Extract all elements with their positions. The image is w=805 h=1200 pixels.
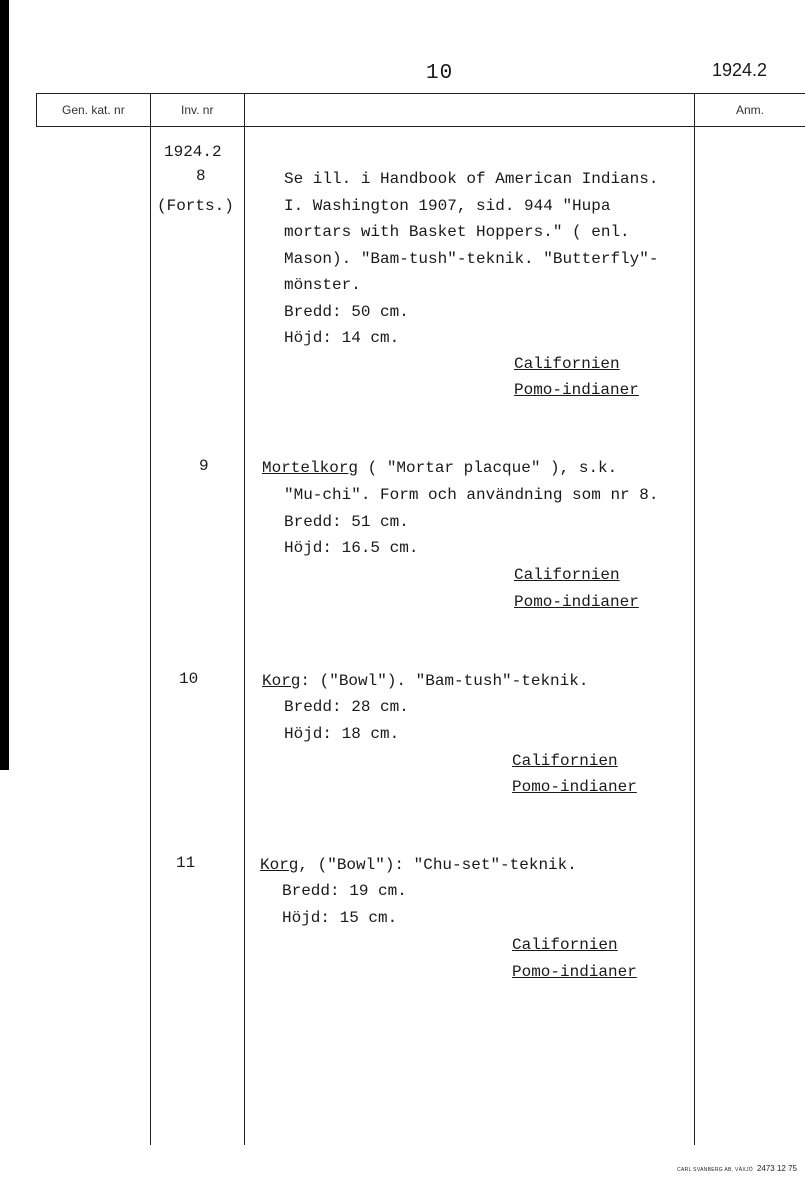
entry-9-line-1: "Mu-chi". Form och användning som nr 8. [284, 486, 659, 504]
entry-9-region: Californien [514, 566, 620, 584]
entry-10-height: Höjd: 18 cm. [284, 724, 400, 743]
entry-10-width: Bredd: 28 cm. [284, 698, 409, 716]
entry-11-height: Höjd: 15 cm. [282, 908, 398, 927]
entry-9-inv-number: 9 [199, 457, 209, 475]
page-number: 10 [426, 62, 454, 85]
scan-edge-bar [0, 0, 9, 770]
entry-10-tribe: Pomo-indianer [512, 778, 637, 796]
entry-8-region: Californien [514, 355, 620, 373]
entry-8-line-5: mönster. [284, 276, 361, 294]
header-inv-nr: Inv. nr [181, 103, 214, 117]
entry-11-region: Californien [512, 936, 618, 954]
printer-footer [677, 1164, 797, 1173]
entry-11-title: Korg [260, 856, 299, 874]
column-divider-text-anm [694, 93, 695, 1145]
entry-11-title-line [260, 852, 577, 879]
column-divider-gen-inv [150, 93, 151, 1145]
entry-8-line-1: Se ill. i Handbook of American Indians. [284, 170, 659, 188]
entry-9-title: Mortelkorg [262, 459, 359, 477]
entry-10-title: Korg [262, 672, 301, 690]
entry-9-tribe: Pomo-indianer [514, 593, 639, 611]
entry-9-title-line [262, 455, 617, 482]
entry-11-inv-number: 11 [176, 854, 196, 872]
printer-name: CARL SVANBERG AB, VÄXJÖ [677, 1167, 753, 1173]
entry-8-tribe: Pomo-indianer [514, 381, 639, 399]
header-gen-kat-nr: Gen. kat. nr [62, 103, 125, 117]
entry-9-width: Bredd: 51 cm. [284, 512, 409, 531]
column-divider-inv-text [244, 93, 245, 1145]
entry-11-tribe: Pomo-indianer [512, 963, 637, 981]
form-code: 2473 12 75 [756, 1164, 797, 1173]
table-left-border [36, 93, 37, 127]
entry-11-width: Bredd: 19 cm. [282, 882, 407, 900]
entry-10-title-rest: : ("Bowl"). "Bam-tush"-teknik. [300, 672, 589, 690]
entry-10-region: Californien [512, 752, 618, 770]
header-anm: Anm. [736, 103, 765, 117]
entry-10-inv-number: 10 [179, 670, 199, 688]
entry-9-title-rest: ( "Mortar placque" ), s.k. [358, 459, 618, 477]
entry-8-width: Bredd: 50 cm. [284, 302, 409, 321]
entry-8-line-2: I. Washington 1907, sid. 944 "Hupa [284, 196, 611, 215]
entry-8-line-4: Mason). "Bam-tush"-teknik. "Butterfly"- [284, 249, 659, 268]
entry-8-inv-year: 1924.2 [164, 143, 222, 161]
entry-8-height: Höjd: 14 cm. [284, 329, 400, 347]
header-bottom-border [36, 126, 805, 127]
entry-9-height: Höjd: 16.5 cm. [284, 539, 419, 557]
entry-8-inv-continued: (Forts.) [157, 197, 234, 215]
table-top-border [36, 93, 805, 94]
entry-8-line-3: mortars with Basket Hoppers." ( enl. [284, 223, 630, 241]
entry-8-inv-number: 8 [196, 167, 206, 185]
entry-10-title-line [262, 668, 588, 695]
entry-11-title-rest: , ("Bowl"): "Chu-set"-teknik. [298, 856, 577, 874]
catalog-reference: 1924.2 [712, 60, 768, 80]
